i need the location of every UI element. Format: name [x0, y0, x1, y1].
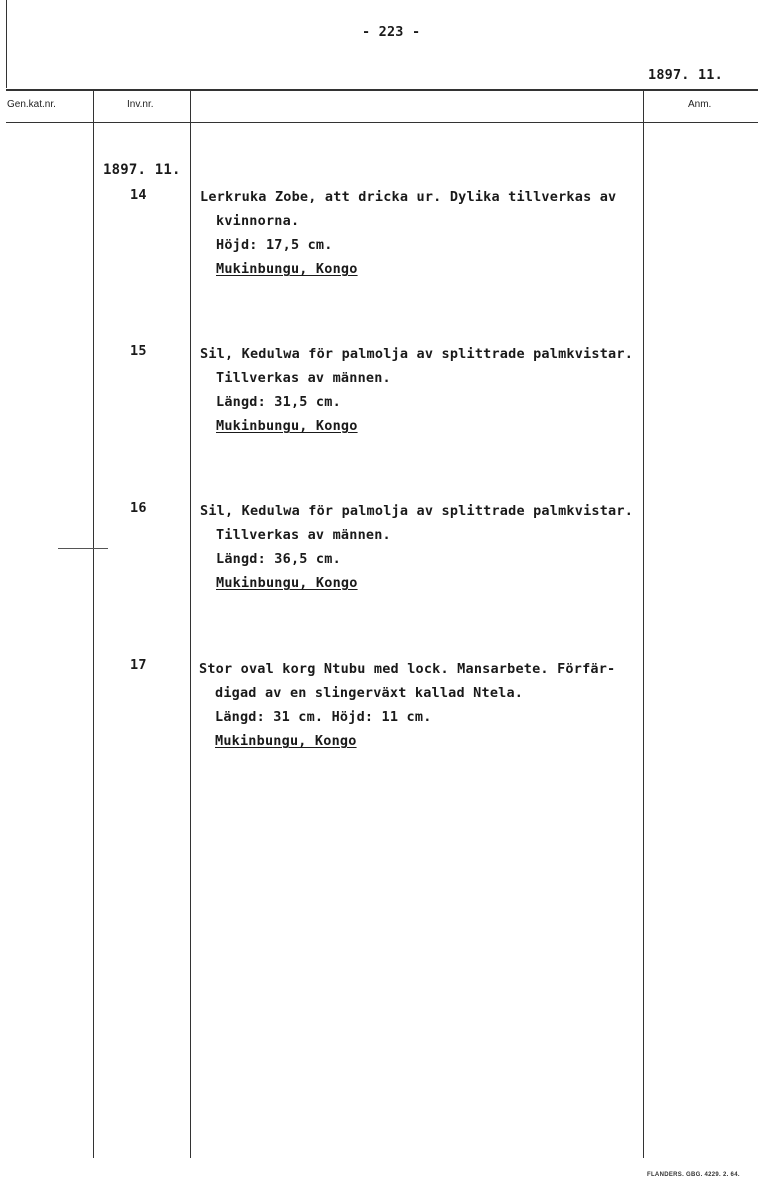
- entry-number: 15: [130, 343, 147, 359]
- entry-place: Mukinbungu, Kongo: [216, 261, 358, 277]
- entry-line: Längd: 31 cm. Höjd: 11 cm.: [215, 709, 432, 725]
- entry-number: 17: [130, 657, 147, 673]
- entry-number: 16: [130, 500, 147, 516]
- entry-line: Sil, Kedulwa för palmolja av splittrade palmkvistar.: [200, 503, 634, 519]
- entry-description: [199, 661, 639, 761]
- left-margin-line: [6, 0, 7, 88]
- entry-description: [200, 346, 660, 446]
- entry-line: kvinnorna.: [216, 213, 300, 229]
- entry-line: Sil, Kedulwa för palmolja av splittrade palmkvistar.: [200, 346, 634, 362]
- margin-tick: [58, 548, 108, 549]
- column-divider-inv: [93, 90, 94, 1158]
- column-divider-anm: [643, 90, 644, 1158]
- entry-line: Längd: 31,5 cm.: [216, 394, 341, 410]
- entry-place: Mukinbungu, Kongo: [215, 733, 357, 749]
- inv-prefix: 1897. 11.: [103, 162, 181, 178]
- entry-line: Längd: 36,5 cm.: [216, 551, 341, 567]
- entry-place: Mukinbungu, Kongo: [216, 575, 358, 591]
- column-header-inv-nr: Inv.nr.: [127, 99, 154, 110]
- entry-line: Lerkruka Zobe, att dricka ur. Dylika tillverkas av: [200, 189, 617, 205]
- entry-line: digad av en slingerväxt kallad Ntela.: [215, 685, 524, 701]
- entry-number: 14: [130, 187, 147, 203]
- header-top-rule: [6, 89, 758, 91]
- column-header-gen-kat-nr: Gen.kat.nr.: [7, 99, 56, 110]
- header-bottom-rule: [6, 122, 758, 123]
- column-divider-desc: [190, 90, 191, 1158]
- entry-place: Mukinbungu, Kongo: [216, 418, 358, 434]
- entry-description: [200, 503, 660, 603]
- entry-line: Tillverkas av männen.: [216, 527, 391, 543]
- header-date: 1897. 11.: [648, 67, 723, 83]
- entry-line: Stor oval korg Ntubu med lock. Mansarbete. Förfär-: [199, 661, 616, 677]
- page-number: - 223 -: [362, 24, 421, 40]
- footer-printer-mark: FLANDERS. GBG. 4229. 2. 64.: [647, 1172, 740, 1178]
- entry-line: Höjd: 17,5 cm.: [216, 237, 333, 253]
- entry-line: Tillverkas av männen.: [216, 370, 391, 386]
- column-header-anm: Anm.: [688, 99, 712, 110]
- entry-description: [200, 189, 640, 289]
